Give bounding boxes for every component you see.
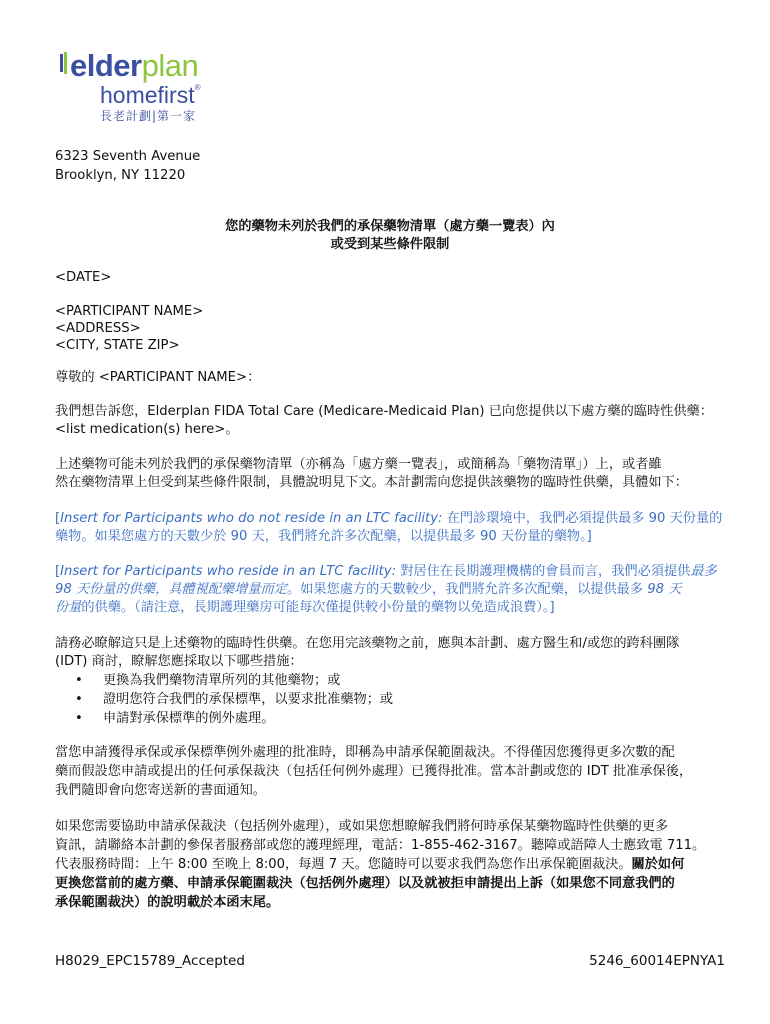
logo-mark-icon xyxy=(60,52,68,74)
logo-brand: elderplan xyxy=(70,48,199,83)
sender-address-line1: 6323 Seventh Avenue xyxy=(55,149,201,164)
paragraph-7-line4: 更換您當前的處方藥、申請承保範圍裁決（包括例外處理）以及就被拒申請提出上訴（如果您不同意我們的 xyxy=(55,876,675,891)
recipient-name: <PARTICIPANT NAME> xyxy=(55,304,204,319)
paragraph-7-line1: 如果您需要協助申請承保裁決（包括例外處理），或如果您想瞭解我們將何時承保某藥物臨時性供藥的更多 xyxy=(55,819,669,834)
paragraph-4-line2: 98 天份量的供藥，具體視配藥增量而定。如果您處方的天數較少，我們將允許多次配藥，以提供最多 98 天 xyxy=(55,582,682,597)
paragraph-1-line2: <list medication(s) here>。 xyxy=(55,422,239,437)
date-placeholder: <DATE> xyxy=(55,270,112,285)
salutation: 尊敬的 <PARTICIPANT NAME>： xyxy=(55,370,261,385)
paragraph-6-line3: 我們隨即會向您寄送新的書面通知。 xyxy=(55,783,266,798)
footer-left-code: H8029_EPC15789_Accepted xyxy=(55,953,245,969)
letter-title-line2: 或受到某些條件限制 xyxy=(330,237,450,252)
paragraph-6-line2: 藥而假設您申請或提出的任何承保裁決（包括任何例外處理）已獲得批准。當本計劃或您的 IDT 批准承保後， xyxy=(55,764,693,779)
recipient-address: <ADDRESS> xyxy=(55,321,141,336)
paragraph-3-line2: 藥物。如果您處方的天數少於 90 天，我們將允許多次配藥，以提供最多 90 天份量的藥物。] xyxy=(55,529,592,544)
bullet-1-glyph: • xyxy=(75,673,83,688)
paragraph-7-line5: 承保範圍裁決）的說明載於本函末尾。 xyxy=(55,895,280,910)
footer-right-code: 5246_60014EPNYA1 xyxy=(589,953,725,969)
paragraph-4-line3: 份量的供藥。（請注意，長期護理藥房可能每次僅提供較小份量的藥物以免造成浪費）。] xyxy=(55,600,555,615)
bullet-2: 證明您符合我們的承保標準，以要求批准藥物；或 xyxy=(103,692,394,707)
paragraph-5-line1: 請務必瞭解這只是上述藥物的臨時性供藥。在您用完該藥物之前，應與本計劃、處方醫生和/或您的跨科團隊 xyxy=(55,636,680,651)
bullet-3: 申請對承保標準的例外處理。 xyxy=(103,711,275,726)
paragraph-2-line2: 然在藥物清單上但受到某些條件限制，具體說明見下文。本計劃需向您提供該藥物的臨時性供藥，具體如下： xyxy=(55,475,688,490)
paragraph-7-line3: 代表服務時間：上午 8:00 至晚上 8:00，每週 7 天。您隨時可以要求我們為您作出承保範圍裁決。關於如何 xyxy=(55,857,685,872)
logo-chinese-name: 長老計劃|第一家 xyxy=(100,109,197,123)
bullet-2-glyph: • xyxy=(75,692,83,707)
paragraph-4-line1: [Insert for Participants who reside in an LTC facility: 對居住在長期護理機構的會員而言，我們必須提供最多 xyxy=(55,564,717,579)
paragraph-6-line1: 當您申請獲得承保或承保標準例外處理的批准時，即稱為申請承保範圍裁決。不得僅因您獲得更多次數的配 xyxy=(55,745,675,760)
elderplan-homefirst-logo xyxy=(60,48,220,132)
paragraph-7-line2: 資訊，請聯絡本計劃的參保者服務部或您的護理經理，電話：1-855-462-3167。聽障或語障人士應致電 711。 xyxy=(55,838,706,853)
recipient-city: <CITY, STATE ZIP> xyxy=(55,338,180,353)
paragraph-2-line1: 上述藥物可能未列於我們的承保藥物清單（亦稱為「處方藥一覽表」，或簡稱為「藥物清單」）上，或者雖 xyxy=(55,457,662,472)
paragraph-1-line1: 我們想告訴您，Elderplan FIDA Total Care (Medicare-Medicaid Plan) 已向您提供以下處方藥的臨時性供藥： xyxy=(55,404,713,419)
bullet-3-glyph: • xyxy=(75,711,83,726)
bullet-1: 更換為我們藥物清單所列的其他藥物；或 xyxy=(103,673,341,688)
paragraph-3-line1: [Insert for Participants who do not reside in an LTC facility: 在門診環境中，我們必須提供最多 90 天份量的 xyxy=(55,511,723,526)
paragraph-5-line2: (IDT) 商討，瞭解您應採取以下哪些措施： xyxy=(55,654,303,669)
sender-address-line2: Brooklyn, NY 11220 xyxy=(55,168,186,183)
logo-subbrand: homefirst® xyxy=(100,82,201,108)
letter-title-line1: 您的藥物未列於我們的承保藥物清單（處方藥一覽表）內 xyxy=(225,219,555,234)
